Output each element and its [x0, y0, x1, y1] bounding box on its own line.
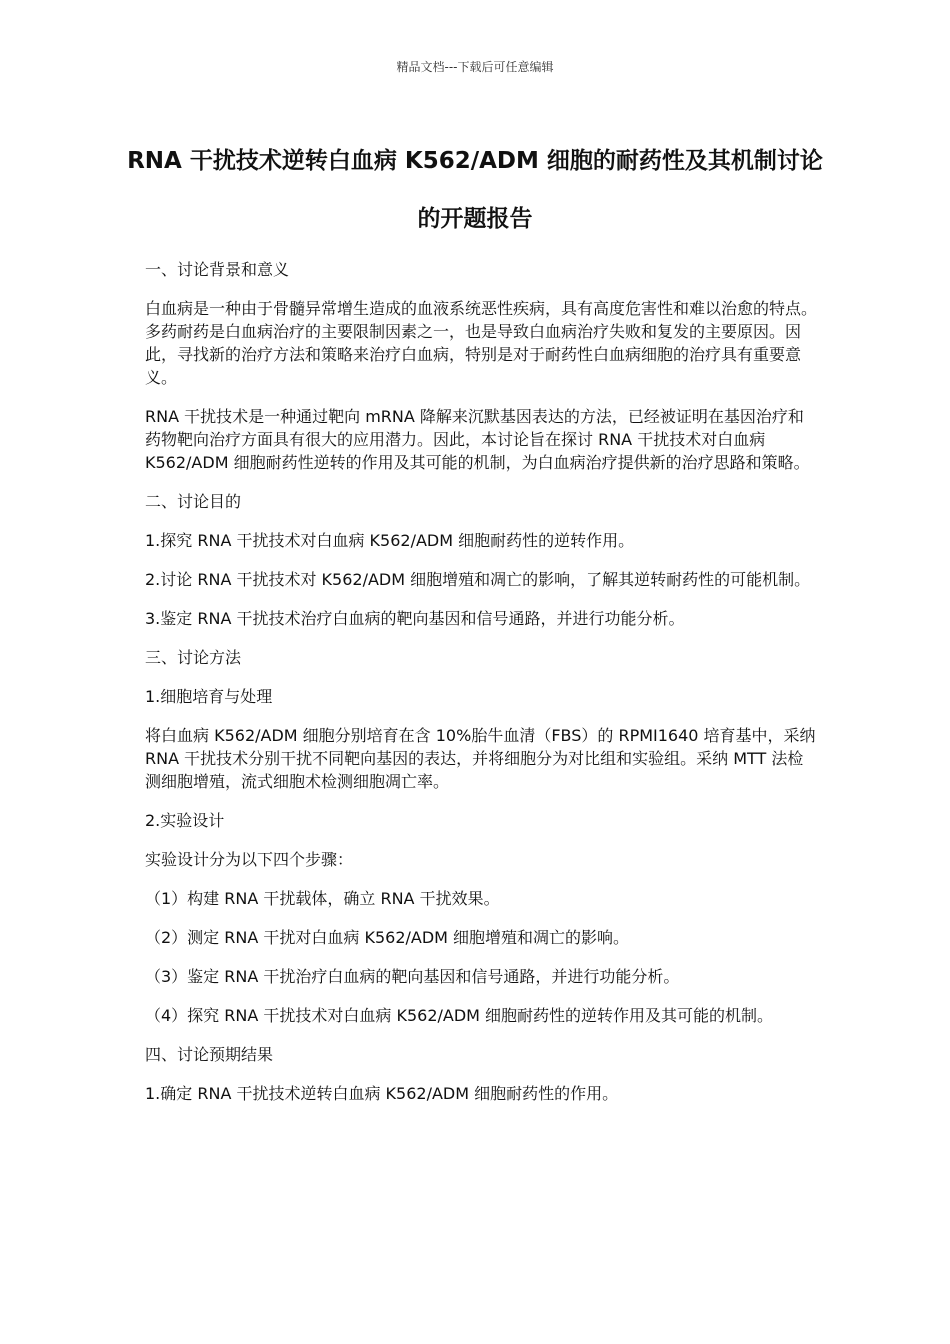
- body-paragraph: 白血病是一种由于骨髓异常增生造成的血液系统恶性疾病，具有高度危害性和难以治愈的特点。多药耐药是白血病治疗的主要限制因素之一，也是导致白血病治疗失败和复发的主要原因。因此，寻找新的治疗方法和策略来治疗白血病，特别是对于耐药性白血病细胞的治疗具有重要意义。: [145, 299, 818, 387]
- objective-item: 1.探究 RNA 干扰技术对白血病 K562/ADM 细胞耐药性的逆转作用。: [145, 531, 635, 550]
- document-body: [145, 258, 817, 1121]
- section-heading-background: 一、讨论背景和意义: [145, 260, 290, 279]
- step-item: （4）探究 RNA 干扰技术对白血病 K562/ADM 细胞耐药性的逆转作用及其可能的机制。: [145, 1006, 774, 1025]
- step-item: （3）鉴定 RNA 干扰治疗白血病的靶向基因和信号通路，并进行功能分析。: [145, 967, 680, 986]
- section-heading-expected-results: 四、讨论预期结果: [145, 1045, 274, 1064]
- body-paragraph: 将白血病 K562/ADM 细胞分别培育在含 10%胎牛血清（FBS）的 RPMI1640 培育基中，采纳 RNA 干扰技术分别干扰不同靶向基因的表达，并将细胞分为对比组和实验组。采纳 MTT 法检测细胞增殖，流式细胞术检测细胞凋亡率。: [145, 726, 816, 791]
- section-heading-objectives: 二、讨论目的: [145, 492, 242, 511]
- step-item: （2）测定 RNA 干扰对白血病 K562/ADM 细胞增殖和凋亡的影响。: [145, 928, 630, 947]
- result-item: 1.确定 RNA 干扰技术逆转白血病 K562/ADM 细胞耐药性的作用。: [145, 1084, 619, 1103]
- section-heading-methods: 三、讨论方法: [145, 648, 242, 667]
- body-paragraph: 实验设计分为以下四个步骤：: [145, 850, 354, 869]
- step-item: （1）构建 RNA 干扰载体，确立 RNA 干扰效果。: [145, 889, 500, 908]
- header-note: 精品文档---下载后可任意编辑: [396, 60, 554, 74]
- objective-item: 2.讨论 RNA 干扰技术对 K562/ADM 细胞增殖和凋亡的影响，了解其逆转耐药性的可能机制。: [145, 570, 811, 589]
- subsection-heading: 1.细胞培育与处理: [145, 687, 273, 706]
- document-title: RNA 干扰技术逆转白血病 K562/ADM 细胞的耐药性及其机制讨论的开题报告: [127, 148, 823, 232]
- objective-item: 3.鉴定 RNA 干扰技术治疗白血病的靶向基因和信号通路，并进行功能分析。: [145, 609, 685, 628]
- subsection-heading: 2.实验设计: [145, 811, 225, 830]
- body-paragraph: RNA 干扰技术是一种通过靶向 mRNA 降解来沉默基因表达的方法，已经被证明在基因治疗和药物靶向治疗方面具有很大的应用潜力。因此，本讨论旨在探讨 RNA 干扰技术对白血病 K562/ADM 细胞耐药性逆转的作用及其可能的机制，为白血病治疗提供新的治疗思路和策略。: [145, 407, 810, 472]
